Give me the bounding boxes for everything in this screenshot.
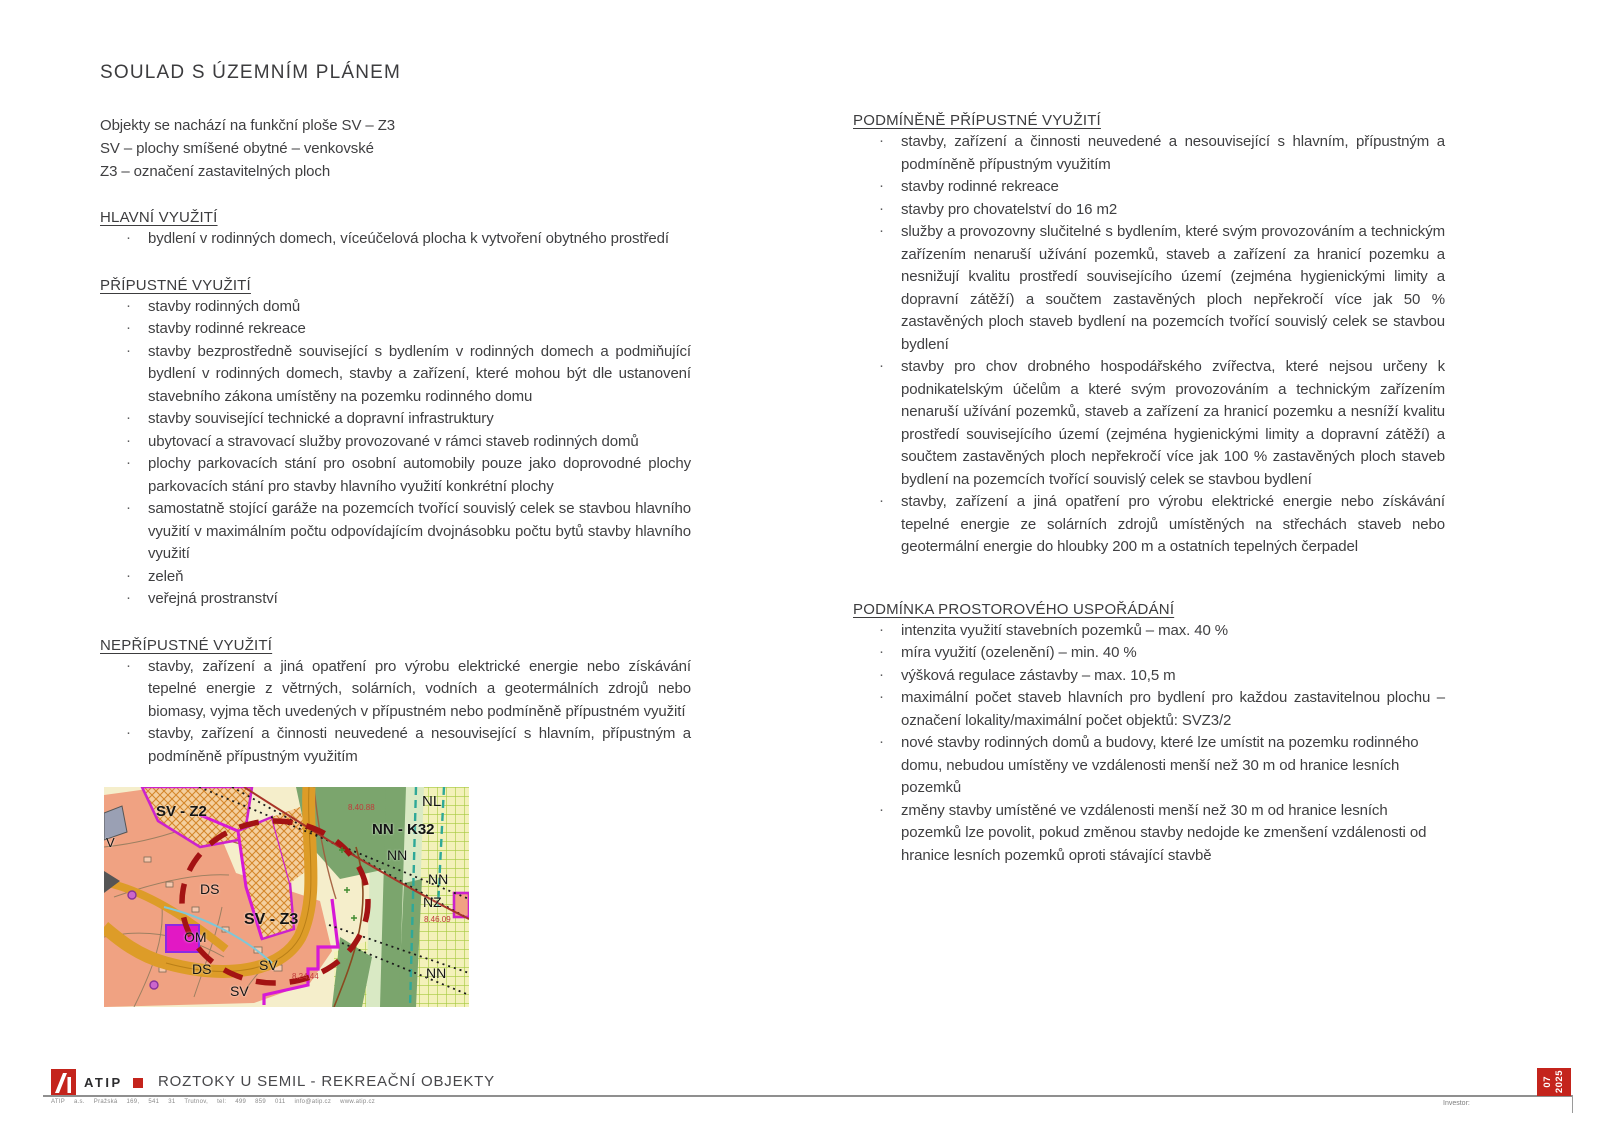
list-podminka	[853, 620, 1445, 868]
intro-block	[100, 114, 691, 183]
list-nepripustne	[100, 656, 691, 769]
list-item: · veřejná prostranství	[100, 588, 691, 611]
list-item: · bydlení v rodinných domech, víceúčelová plocha k vytvoření obytného prostředí	[100, 228, 691, 251]
map-label-nn-bottom: NN	[426, 965, 447, 981]
list-item: · stavby, zařízení a jiná opatření pro výrobu elektrické energie nebo získávání tepelné energie z větrných, solárních, vodních a geotermálních zdrojů nebo biomasy, vyjma těch uvedených v přípustném nebo podmíněně přípustném využití	[100, 656, 691, 724]
list-item: · stavby související technické a dopravní infrastruktury	[100, 408, 691, 431]
page-year: 2025	[1554, 1070, 1565, 1094]
map-label-sv-z2: SV - Z2	[156, 803, 207, 820]
map-label-nz: NZ	[423, 894, 442, 910]
footer-edge-tick	[1572, 1095, 1573, 1113]
list-item: · stavby pro chov drobného hospodářského zvířectva, které nejsou určeny k podnikatelským účelům a které svým provozováním a technickým zařízením nenaruší užívání pozemků, staveb a zařízení za hranicí pozemku a nesníží kvalitu prostředí souvisejícího území (zejména hygienickými limity a dopravní zátěží) a součtem zastavěných ploch nepřekročí více jak 100 % zastavěných ploch staveb bydlení na pozemcích tvořící souvislý celek se stavbou bydlení	[853, 356, 1445, 491]
list-item: · míra využití (ozelenění) – min. 40 %	[853, 642, 1445, 665]
zoning-map	[104, 787, 469, 1007]
list-item: · samostatně stojící garáže na pozemcích tvořící souvislý celek se stavbou hlavního využití v maximálním počtu odpovídajícím dvojnásobku počtu bytů stavby hlavního využití	[100, 498, 691, 566]
list-item: · služby a provozovny slučitelné s bydlením, které svým provozováním a technickým zařízením nenaruší užívání pozemků, staveb a zařízení za hranicí pozemku a nesnižují kvalitu prostředí souvisejícího území (zejména hygienickými limity a dopravní zátěží) a součtem zastavěných ploch nepřekročí více jak 50 % zastavěných ploch staveb bydlení na pozemcích tvořící souvislý celek se stavbou bydlení	[853, 221, 1445, 356]
section-heading-podminene: PODMÍNĚNĚ PŘÍPUSTNÉ VYUŽITÍ	[853, 112, 1101, 129]
list-item: · intenzita využití stavebních pozemků – max. 40 %	[853, 620, 1445, 643]
list-podminene	[853, 131, 1445, 559]
map-label-sv-bottom2: SV	[230, 983, 249, 999]
list-item: · změny stavby umístěné ve vzdálenosti menší než 30 m od hranice lesních pozemků lze povolit, pokud změnou stavby nedojde ke zmenšení vzdálenosti od hranice lesních pozemků oproti stávající stavbě	[853, 800, 1445, 868]
list-item: · stavby rodinné rekreace	[100, 318, 691, 341]
left-column	[100, 62, 691, 1007]
zoning-map-illustration	[104, 787, 469, 1007]
company-address: ATIP a.s. Pražská 169, 541 31 Trutnov, tel: 499 859 011 info@atip.cz www.atip.cz	[51, 1099, 376, 1105]
map-label-code-top: 8.40.88	[348, 803, 375, 812]
section-heading-pripustne: PŘÍPUSTNÉ VYUŽITÍ	[100, 276, 251, 294]
red-square-separator-icon	[133, 1078, 143, 1088]
map-label-code-right: 8.46.09	[424, 915, 451, 924]
map-label-sv-z3: SV - Z3	[244, 911, 299, 928]
page-title: SOULAD S ÚZEMNÍM PLÁNEM	[100, 62, 402, 83]
map-label-nn-right: NN	[428, 871, 449, 887]
atip-logo	[51, 1069, 76, 1097]
map-label-ds-bottom: DS	[192, 961, 212, 977]
map-label-nn-k32: NN - K32	[372, 821, 435, 838]
brand-name: ATIP	[84, 1075, 123, 1090]
list-item: · stavby, zařízení a jiná opatření pro výrobu elektrické energie nebo získávání tepelné energie ze solárních zdrojů umístěných na střechách staveb nebo geotermální energie do hloubky 200 m a ostatních tepelných čerpadel	[853, 491, 1445, 559]
map-label-code-bottom: 8.24.44	[292, 972, 319, 981]
list-item: · maximální počet staveb hlavních pro bydlení pro každou zastavitelnou plochu – označení lokality/maximální počet objektů: SVZ3/2	[853, 687, 1445, 732]
map-label-om: OM	[184, 929, 207, 945]
list-item: · výšková regulace zástavby – max. 10,5 m	[853, 665, 1445, 688]
section-heading-hlavni: HLAVNÍ VYUŽITÍ	[100, 209, 218, 226]
list-item: · stavby bezprostředně související s bydlením v rodinných domech a podmiňující bydlení v rodinných domech, stavby a zařízení, které mohou být dle ustanovení stavebního zákona umístěny na pozemku rodinného domu	[100, 341, 691, 409]
right-column	[853, 112, 1445, 867]
list-item: · ubytovací a stravovací služby provozované v rámci staveb rodinných domů	[100, 431, 691, 454]
project-title: ROZTOKY U SEMIL - REKREAČNÍ OBJEKTY	[158, 1073, 495, 1090]
map-label-nl: NL	[422, 793, 442, 810]
list-pripustne	[100, 296, 691, 611]
list-item: · stavby rodinných domů	[100, 296, 691, 319]
page-number: 07	[1542, 1076, 1553, 1088]
list-item: · plochy parkovacích stání pro osobní automobily pouze jako doprovodné plochy parkovacích stání pro stavby hlavního využití konkrétní plochy	[100, 453, 691, 498]
map-label-nn-top: NN	[387, 847, 408, 863]
map-label-ds-mid: DS	[200, 881, 220, 897]
list-hlavni	[100, 228, 691, 251]
intro-line: SV – plochy smíšené obytné – venkovské	[100, 140, 374, 157]
list-item: · stavby pro chovatelství do 16 m2	[853, 199, 1445, 222]
intro-line: Z3 – označení zastavitelných ploch	[100, 163, 331, 180]
map-label-v-left: V	[106, 835, 115, 850]
intro-line: Objekty se nachází na funkční ploše SV – Z3	[100, 117, 396, 134]
section-heading-nepripustne: NEPŘÍPUSTNÉ VYUŽITÍ	[100, 636, 273, 654]
list-item: · zeleň	[100, 566, 691, 589]
list-item: · nové stavby rodinných domů a budovy, které lze umístit na pozemku rodinného domu, nebudou umístěny ve vzdálenosti menší než 30 m od hranice lesních pozemků	[853, 732, 1445, 800]
section-heading-podminka: PODMÍNKA PROSTOROVÉHO USPOŘÁDÁNÍ	[853, 600, 1175, 618]
page-number-tab	[1537, 1068, 1571, 1096]
investor-label: Investor:	[1443, 1100, 1470, 1107]
footer-divider	[43, 1095, 1573, 1097]
map-label-sv-bottom: SV	[259, 957, 278, 973]
list-item: · stavby rodinné rekreace	[853, 176, 1445, 199]
list-item: · stavby, zařízení a činnosti neuvedené a nesouvisející s hlavním, přípustným a podmíněně přípustným využitím	[853, 131, 1445, 176]
list-item: · stavby, zařízení a činnosti neuvedené a nesouvisející s hlavním, přípustným a podmíněně přípustným využitím	[100, 723, 691, 768]
